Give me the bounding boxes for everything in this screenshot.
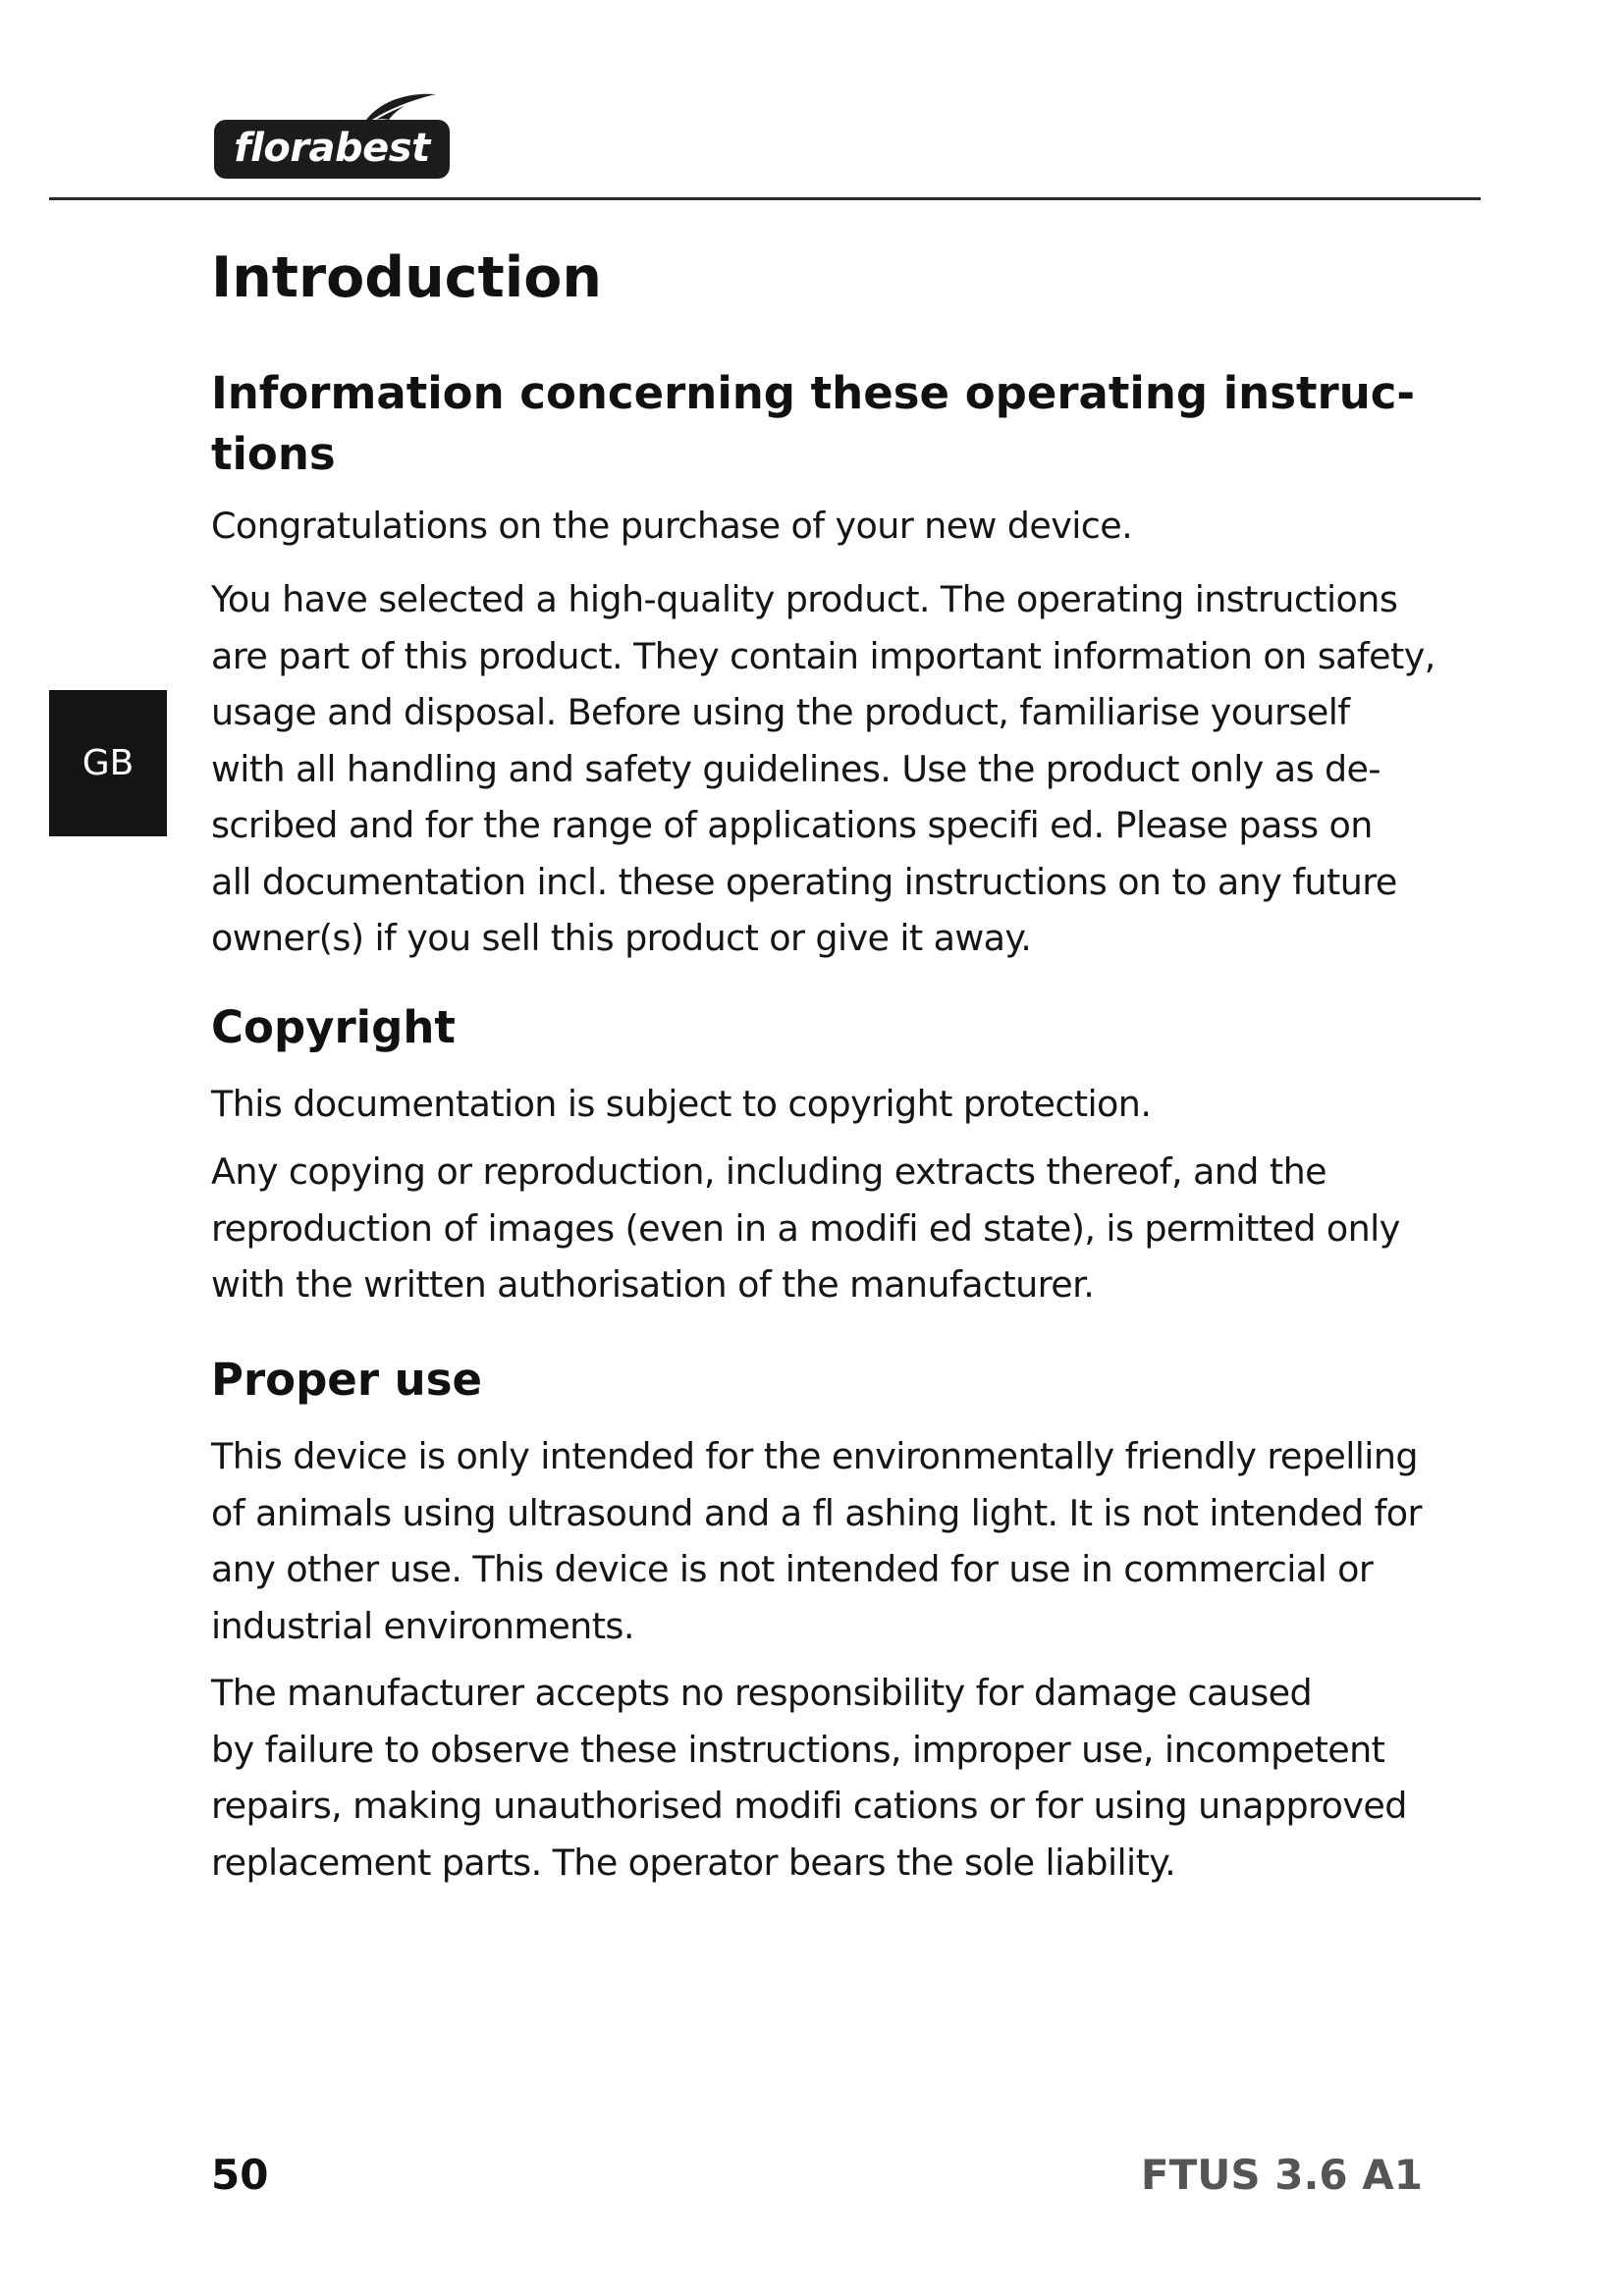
text-line: The manufacturer accepts no responsibility for damage caused [211,1672,1313,1714]
section-heading-information [211,363,1415,485]
text-line: are part of this product. They contain important information on safety, [211,634,1435,677]
section-heading-proper-use: Proper use [211,1354,483,1406]
info-paragraph-2 [211,571,1435,967]
copyright-paragraph-2 [211,1144,1429,1313]
text-line: replacement parts. The operator bears the sole liability. [211,1841,1176,1884]
text-line: with all handling and safety guidelines. Use the product only as de- [211,747,1380,790]
text-line: by failure to observe these instructions, improper use, incompetent [211,1728,1385,1771]
proper-use-paragraph-1 [211,1428,1429,1654]
text-line: Any copying or reproduction, including extracts thereof, and the [211,1150,1326,1193]
page-number: 50 [211,2151,269,2199]
page-title: Introduction [211,245,602,310]
header-rule [49,197,1481,200]
text-line: owner(s) if you sell this product or give it away. [211,917,1032,959]
section-heading-copyright: Copyright [211,1001,456,1053]
text-line: of animals using ultrasound and a fl ashing light. It is not intended for [211,1491,1422,1534]
copyright-paragraph-1: This documentation is subject to copyright protection. [211,1083,1152,1125]
model-number: FTUS 3.6 A1 [1140,2151,1423,2199]
text-line: with the written authorisation of the manufacturer. [211,1263,1095,1306]
info-paragraph-1: Congratulations on the purchase of your new device. [211,505,1133,547]
florabest-logo [214,90,452,181]
text-line: any other use. This device is not intended for use in commercial or [211,1548,1374,1590]
heading-line: Information concerning these operating instruc- [211,367,1416,419]
text-line: all documentation incl. these operating instructions on to any future [211,860,1397,903]
text-line: repairs, making unauthorised modifi cations or for using unapproved [211,1785,1407,1827]
text-line: industrial environments. [211,1604,634,1647]
text-line: reproduction of images (even in a modifi ed state), is permitted only [211,1206,1400,1250]
logo-text: florabest [234,126,430,171]
text-line: This device is only intended for the environmentally friendly repelling [211,1435,1418,1477]
text-line: usage and disposal. Before using the product, familiarise yourself [211,691,1350,733]
proper-use-paragraph-2 [211,1665,1429,1891]
text-line: You have selected a high-quality product. The operating instructions [211,578,1398,620]
text-line: scribed and for the range of applications specifi ed. Please pass on [211,804,1373,846]
heading-line: tions [211,428,336,480]
language-tab: GB [49,690,167,836]
